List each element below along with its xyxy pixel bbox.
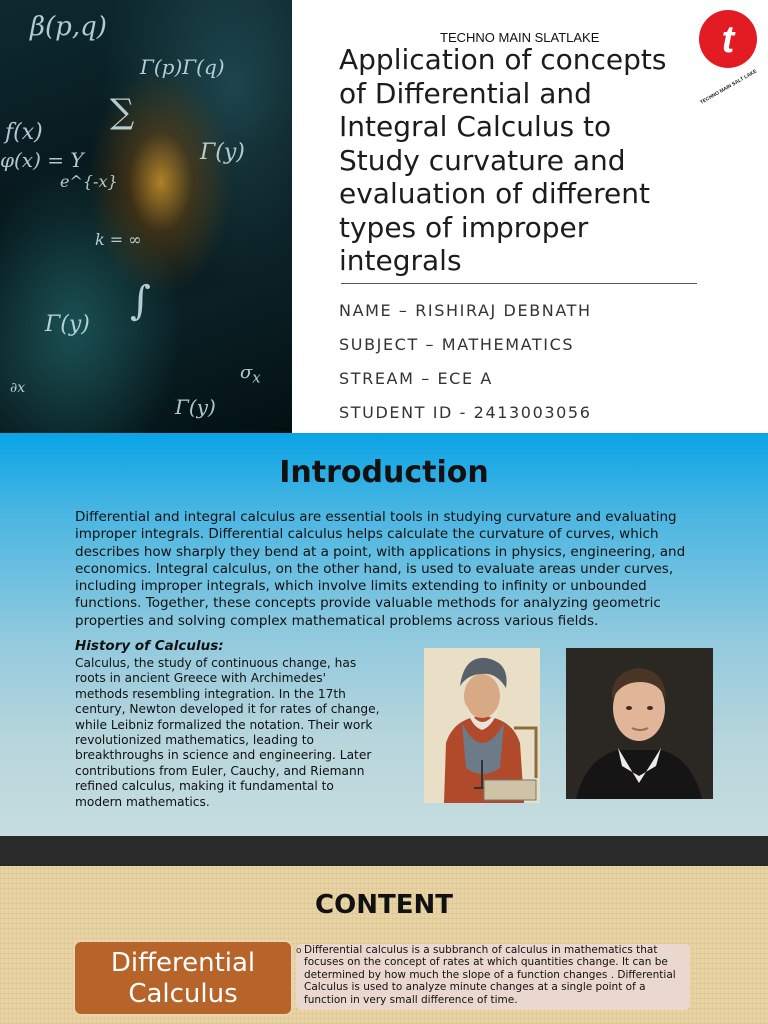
differential-definition-text: Differential calculus is a subbranch of calculus in mathematics that focuses on the concept of rates at which quantities change. It can be determined by how much the slope of a function changes . Differential Calculus is used to analyze minute changes at a single point of a function in very small difference of time. xyxy=(304,944,676,1006)
archimedes-portrait xyxy=(424,648,540,803)
history-heading: History of Calculus: xyxy=(75,638,224,654)
student-id: STUDENT ID - 2413003056 xyxy=(339,403,592,422)
box-label-line1: Differential xyxy=(110,948,256,978)
math-formulas-cover-image: β(p,q) Γ(p)Γ(q) ∑ f(x) φ(x) = Y e^{-x} Γ(y) k = ∞ ∫ Γ(y) $\sigma_x$ Γ(y) ∂x xyxy=(0,0,292,433)
content-heading: CONTENT xyxy=(315,890,453,920)
cauchy-portrait xyxy=(566,648,713,799)
svg-text:t: t xyxy=(721,19,735,61)
title-divider xyxy=(341,283,697,284)
box-label-line2: Calculus xyxy=(128,979,238,1009)
stream: STREAM – ECE A xyxy=(339,369,493,388)
student-name: NAME – RISHIRAJ DEBNATH xyxy=(339,301,592,320)
title-slide xyxy=(0,0,768,433)
subject: SUBJECT – MATHEMATICS xyxy=(339,335,575,354)
slide-separator xyxy=(0,836,768,866)
introduction-heading: Introduction xyxy=(279,455,489,490)
presentation-title: Application of concepts of Differential and Integral Calculus to Study curvature and evaluation of different types of improper integrals xyxy=(339,43,667,277)
institution-name: TECHNO MAIN SLATLAKE xyxy=(440,30,600,45)
content-slide xyxy=(0,866,768,1024)
institution-logo xyxy=(697,8,761,106)
introduction-slide xyxy=(0,433,768,836)
differential-calculus-box xyxy=(73,940,293,1016)
history-text: Calculus, the study of continuous change, has roots in ancient Greece with Archimedes' methods resembling integration. In the 17th century, Newton developed it for rates of change, while Leibniz formalized the notation. Their work revolutionized mathematics, leading to breakthroughs in science and engineering. Later contributions from Euler, Cauchy, and Riemann refined calculus, making it fundamental to modern mathematics. xyxy=(75,656,380,809)
introduction-text: Differential and integral calculus are essential tools in studying curvature and evaluating improper integrals. Differential calculus helps calculate the curvature of curves, which describes how sharply they bend at a point, with applications in physics, engineering, and economics. Integral calculus, on the other hand, is used to evaluate areas under curves, including improper integrals, which involve limits extending to infinity or unbounded functions. Together, these concepts provide valuable methods for analyzing geometric properties and solving complex mathematical problems across various fields. xyxy=(75,509,686,629)
svg-text:TECHNO MAIN SALT LAKE: TECHNO MAIN SALT LAKE xyxy=(699,68,758,106)
bullet-icon: o xyxy=(296,946,302,956)
